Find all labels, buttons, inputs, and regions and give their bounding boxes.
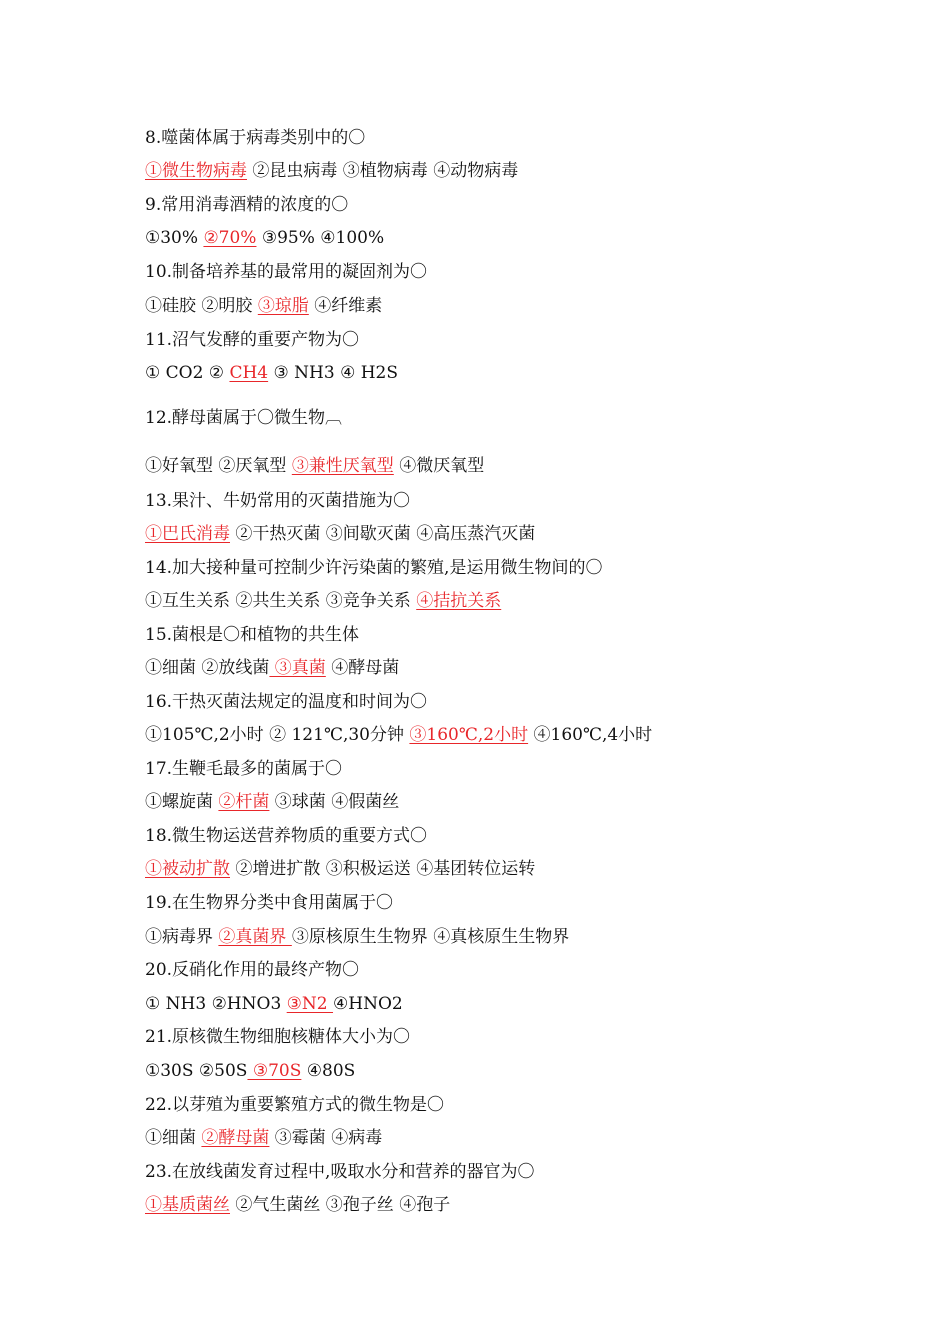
question-text: 15.菌根是〇和植物的共生体: [145, 625, 360, 645]
correct-answer: ③琼脂: [257, 296, 309, 316]
correct-answer: ④拮抗关系: [416, 591, 502, 611]
option-text: ②增进扩散 ③积极运送 ④基团转位运转: [230, 859, 536, 879]
option-text: ②干热灭菌 ③间歇灭菌 ④高压蒸汽灭菌: [230, 524, 536, 544]
option-text: ④80S: [301, 1061, 356, 1081]
correct-answer: ②真菌界: [218, 927, 292, 947]
option-text: ④160℃,4小时: [528, 725, 653, 745]
correct-answer: ①微生物病毒: [145, 161, 247, 181]
answer-options: [145, 159, 518, 183]
option-text: ②气生菌丝 ③孢子丝 ④孢子: [230, 1195, 451, 1215]
correct-answer: ②杆菌: [218, 792, 270, 812]
answer-options: [145, 992, 403, 1016]
answer-options: [145, 790, 399, 814]
option-text: ①螺旋菌: [145, 792, 219, 812]
answer-options: [145, 857, 535, 881]
question-text: 10.制备培养基的最常用的凝固剂为〇: [145, 262, 428, 282]
option-text: ①细菌: [145, 1128, 202, 1148]
option-text: ④酵母菌: [325, 658, 400, 678]
question-text: 19.在生物界分类中食用菌属于〇: [145, 893, 394, 913]
correct-answer: ③真菌: [269, 658, 326, 678]
question-text: 20.反硝化作用的最终产物〇: [145, 960, 360, 980]
option-text: ①30%: [145, 228, 204, 248]
option-text: ②昆虫病毒 ③植物病毒 ④动物病毒: [247, 161, 519, 181]
answer-options: [145, 454, 484, 478]
answer-options: [145, 361, 398, 385]
answer-options: [145, 1059, 355, 1083]
option-text: ① CO2 ②: [145, 363, 230, 383]
option-text: ①好氧型 ②厌氧型: [145, 456, 292, 476]
answer-options: [145, 522, 535, 546]
question-text: 17.生鞭毛最多的菌属于〇: [145, 759, 343, 779]
option-text: ① NH3 ②HNO3: [145, 994, 287, 1014]
question-text: 14.加大接种量可控制少许污染菌的繁殖,是运用微生物间的〇: [145, 558, 603, 578]
answer-options: [145, 723, 652, 747]
correct-answer: ③160℃,2小时: [409, 725, 529, 745]
answer-options: [145, 226, 384, 250]
question-text: 8.噬菌体属于病毒类别中的〇: [145, 128, 366, 148]
option-text: ③95% ④100%: [256, 228, 385, 248]
option-text: ①病毒界: [145, 927, 219, 947]
option-text: ④纤维素: [308, 296, 383, 316]
answer-options: [145, 656, 399, 680]
option-text: ①105℃,2小时 ② 121℃,30分钟: [145, 725, 410, 745]
correct-answer: ①巴氏消毒: [145, 524, 230, 544]
correct-answer: ③70S: [247, 1061, 302, 1081]
answer-options: [145, 925, 569, 949]
answer-options: [145, 589, 501, 613]
correct-answer: ②70%: [203, 228, 257, 248]
correct-answer: ③兼性厌氧型: [291, 456, 394, 476]
question-text: 9.常用消毒酒精的浓度的〇: [145, 195, 349, 215]
answer-options: [145, 1193, 450, 1217]
correct-answer: ③N2: [286, 994, 334, 1014]
question-text: 11.沼气发酵的重要产物为〇: [145, 330, 360, 350]
correct-answer: CH4: [229, 363, 269, 383]
correct-answer: ①基质菌丝: [145, 1195, 230, 1215]
option-text: ①互生关系 ②共生关系 ③竞争关系: [145, 591, 417, 611]
option-text: ③霉菌 ④病毒: [269, 1128, 383, 1148]
option-text: ①细菌 ②放线菌: [145, 658, 270, 678]
question-text: 18.微生物运送营养物质的重要方式〇: [145, 826, 428, 846]
option-text: ③原核原生生物界 ④真核原生生物界: [291, 927, 570, 947]
correct-answer: ②酵母菌: [201, 1128, 270, 1148]
answer-options: [145, 294, 382, 318]
question-text: 22.以芽殖为重要繁殖方式的微生物是〇: [145, 1095, 445, 1115]
question-text: 16.干热灭菌法规定的温度和时间为〇: [145, 692, 428, 712]
question-text: 23.在放线菌发育过程中,吸取水分和营养的器官为〇: [145, 1162, 535, 1182]
question-text: 12.酵母菌属于〇微生物︹: [145, 408, 343, 428]
option-text: ④微厌氧型: [393, 456, 485, 476]
question-text: 21.原核微生物细胞核糖体大小为〇: [145, 1027, 411, 1047]
correct-answer: ①被动扩散: [145, 859, 230, 879]
option-text: ③球菌 ④假菌丝: [269, 792, 400, 812]
answer-options: [145, 1126, 382, 1150]
question-text: 13.果汁、牛奶常用的灭菌措施为〇: [145, 491, 411, 511]
option-text: ③ NH3 ④ H2S: [268, 363, 399, 383]
option-text: ④HNO2: [333, 994, 403, 1014]
option-text: ①硅胶 ②明胶: [145, 296, 258, 316]
option-text: ①30S ②50S: [145, 1061, 248, 1081]
